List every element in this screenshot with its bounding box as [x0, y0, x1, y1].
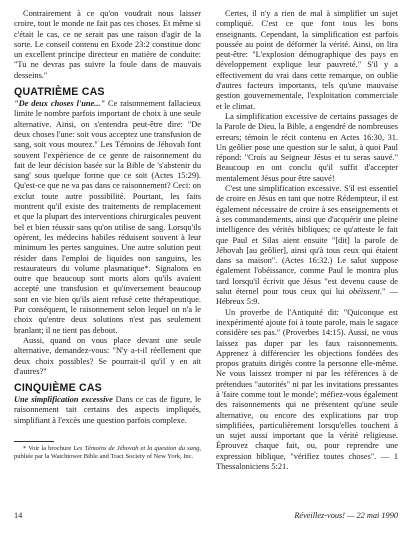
- paragraph: Certes, il n'y a rien de mal à simplifier un sujet compliqué. C'est ce que font tous les bons enseignants. Cependant, la simplification est parfois poussée au point de déformer la vérité. Ainsi, on lira peut-être: "L'explosion démographique des pays en développement explique leur pauvreté." S'il y a effectivement du vrai dans cette remarque, on oublie d'autres facteurs importants, tels qu'une mauvaise gestion gouvernementale, l'exploitation commerciale et le climat.: [216, 9, 398, 111]
- paragraph-text: Dans ce cas de figure, le raisonnement tait certains des aspects impliqués, simplifiant à l'excès une question parfois complexe.: [14, 395, 201, 425]
- footnote-divider: [14, 441, 54, 442]
- lead-phrase: Une simplification excessive: [14, 395, 113, 405]
- publication-credit: Réveillez-vous! — 22 mai 1990: [294, 511, 398, 520]
- right-column: [216, 9, 398, 472]
- paragraph: [14, 395, 201, 426]
- page-footer: [14, 511, 398, 523]
- paragraph: [216, 184, 398, 308]
- section-heading-4: QUATRIÈME CAS: [14, 86, 105, 99]
- paragraph: [14, 9, 201, 81]
- paragraph-text: Contrairement à ce qu'on voudrait nous laisser croire, tout le monde ne fait pas ces choses. Et même si c'était le cas, ce ne serait pas une raison d'agir de la sorte. Le conseil contenu en Exode 23:2 constitue donc un excellent principe directeur en matière de conduite: "Tu ne devras pas suivre la foule dans de mauvais desseins.": [14, 9, 201, 80]
- footnote: [14, 445, 201, 461]
- paragraph: Aussi, quand on vous place devant une seule alternative, demandez-vous: "N'y a-t-il réellement que deux choix possibles? Se pourrait-il qu'il y en ait d'autres?": [14, 335, 201, 376]
- page-number: 14: [14, 511, 23, 520]
- lead-phrase: "De deux choses l'une...": [14, 99, 106, 109]
- footnote-title: Les Témoins de Jéhovah et la question du sang: [73, 444, 200, 452]
- paragraph: La simplification excessive de certains passages de la Parole de Dieu, la Bible, a engendré de nombreuses erreurs; témoin le récit contenu en Actes 16:30, 31. Un geôlier pose une question sur le salut, à quoi Paul répond: "Crois au Seigneur Jésus et tu seras sauvé." Beaucoup en ont conclu qu'il suffit d'accepter mentalement Jésus pour être sauvé!: [216, 111, 398, 183]
- footnote-text: * Voir la brochure: [23, 444, 74, 452]
- paragraph: [14, 99, 201, 336]
- paragraph-text: C'est une simplification excessive. S'il est essentiel de croire en Jésus en tant que notre Rédempteur, il est également nécessaire de croire à ses enseignements et à ses commandements, ainsi que d'acquérir une pleine intelligence des vérités bibliques; ce qu'atteste le fait que Paul et Silas aient ensuite "[dit] la parole de Jéhovah [au geôlier], ainsi qu'à tous ceux qui étaient dans sa maison". (Actes 16:32.) Le salut suppose également l'obéissance, comme Paul le montra plus tard lorsqu'il écrivit que Jésus "est devenu cause de salut éternel pour tous ceux qui lui: [216, 184, 398, 297]
- footnote-text: , publiée par la Watchtower Bible and Tract Society of New York, Inc.: [14, 444, 202, 460]
- section-heading-5: CINQUIÈME CAS: [14, 382, 102, 395]
- paragraph-text: Ce raisonnement fallacieux limite le nombre parfois important de choix à une seule alternative. Ainsi, on s'entendra peut-être dire: "De deux choses l'une: soit vous acceptez une transfusion de sang, soit vous mourez." Les Témoins de Jéhovah font souvent l'expérience de ce genre de raisonnement du fait de leur décision basée sur la Bible de 's'abstenir du sang' sous quelque forme que ce soit (Actes 15:29). Qu'est-ce que ne va pas dans ce raisonnement? Ceci: on exclut toute autre possibilité. Pourtant, les faits montrent qu'il existe des traitements de remplacement et que la plupart des interventions chirurgicales peuvent bel et bien réussir sans qu'on utilise de sang. Lorsqu'ils opèrent, les médecins habiles réduisent souvent à leur minimum les pertes sanguines. Une autre solution peut résider dans l'emploi de liquides non sanguins, les restaurateurs du volume plasmatique*. Signalons en outre que beaucoup sont morts alors qu'ils avaient accepté une transfusion et qu'inversement beaucoup sont en vie bien qu'ils aient refusé cette thérapeutique. Par conséquent, le raisonnement selon lequel on n'a le choix qu'entre deux solutions n'est pas seulement branlant; il ne tient pas debout.: [14, 99, 201, 335]
- paragraph-text: ." — Hébreux 5:9.: [216, 287, 399, 307]
- paragraph: Un proverbe de l'Antiquité dit: "Quiconque est inexpérimenté ajoute foi à toute parole, mais le sagace considère ses pas." (Proverbes 14:15). Aussi, ne vous laissez pas duper par les faux raisonnements. Apprenez à différencier les objections fondées des propos gratuits dirigés contre la personne elle-même. Ne vous laissez tromper ni par les références à de prétendues "autorités" ni par les invitations pressantes à 'faire comme tout le monde'; méfiez-vous également des raisonnements qui ne présentent qu'une seule alternative, ou encore des explications par trop simplifiées, particulièrement lorsqu'elles touchent à un sujet aussi important que la vérité religieuse. Éprouvez chaque fait, ou, pour reprendre une expression biblique, "vérifiez toutes choses". — 1 Thessaloniciens 5:21.: [216, 307, 398, 472]
- left-column: [14, 9, 201, 461]
- emphasis: obéissent: [348, 287, 380, 297]
